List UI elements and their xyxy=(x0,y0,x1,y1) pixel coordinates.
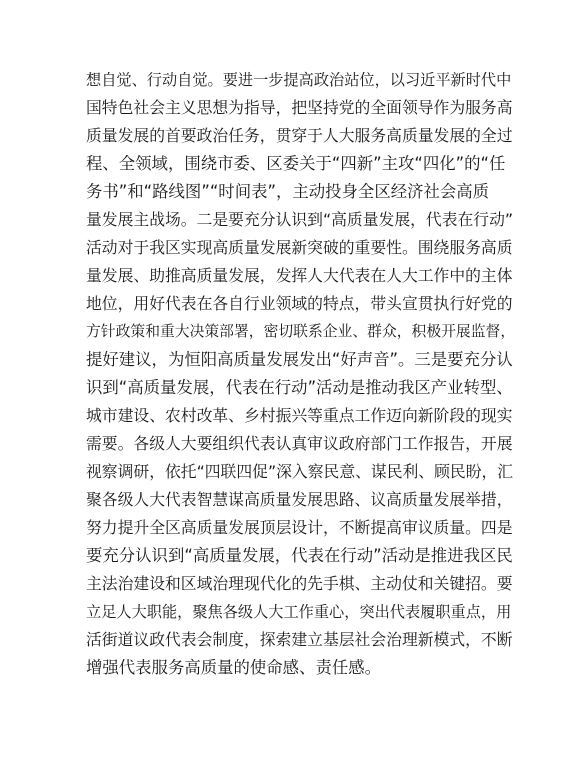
text-line: 聚各级人大代表智慧谋高质量发展思路、议高质量发展举措， xyxy=(86,490,513,509)
text-line: 程、全领域，围绕市委、区委关于“四新”主攻“四化”的“任 xyxy=(86,154,506,173)
text-line: 地位，用好代表在各自行业领域的特点，带头宣贯执行好党的 xyxy=(86,294,513,313)
text-line: 主法治建设和区域治理现代化的先手棋、主动仗和关键招。要 xyxy=(86,574,513,593)
text-line: 想自觉、行动自觉。要进一步提高政治站位，以习近平新时代中 xyxy=(86,71,512,89)
text-line: 提好建议，为恒阳高质量发展发出“好声音”。三是要充分认 xyxy=(86,350,513,369)
text-line: 视察调研，依托“四联四促”深入察民意、谋民利、顾民盼，汇 xyxy=(86,462,514,481)
text-line: 努力提升全区高质量发展顶层设计，不断提高审议质量。四是 xyxy=(86,518,513,537)
text-line: 要充分认识到“高质量发展，代表在行动”活动是推进我区民 xyxy=(86,546,513,565)
text-line: 识到“高质量发展，代表在行动”活动是推动我区产业转型、 xyxy=(86,378,513,397)
text-line: 量发展、助推高质量发展，发挥人大代表在人大工作中的主体 xyxy=(86,266,513,285)
text-line: 需要。各级人大要组织代表认真审议政府部门工作报告，开展 xyxy=(86,434,513,453)
text-line: 活动对于我区实现高质量发展新突破的重要性。围绕服务高质 xyxy=(86,238,513,257)
text-line: 量发展主战场。二是要充分认识到“高质量发展，代表在行动” xyxy=(86,210,514,229)
text-line: 立足人大职能，聚焦各级人大工作重心，突出代表履职重点，用 xyxy=(86,603,512,621)
text-line: 活街道议政代表会制度，探索建立基层社会治理新模式，不断 xyxy=(86,630,513,649)
body-text xyxy=(86,66,516,682)
text-line: 方针政策和重大决策部署，密切联系企业、群众，积极开展监督， xyxy=(86,323,516,340)
text-line: 质量发展的首要政治任务，贯穿于人大服务高质量发展的全过 xyxy=(86,126,513,145)
text-line: 城市建设、农村改革、乡村振兴等重点工作迈向新阶段的现实 xyxy=(86,406,513,425)
text-line: 增强代表服务高质量的使命感、责任感。 xyxy=(86,658,382,677)
text-line: 务书”和“路线图”“时间表”，主动投身全区经济社会高质 xyxy=(86,182,490,201)
text-line: 国特色社会主义思想为指导，把坚持党的全面领导作为服务高 xyxy=(86,98,513,117)
